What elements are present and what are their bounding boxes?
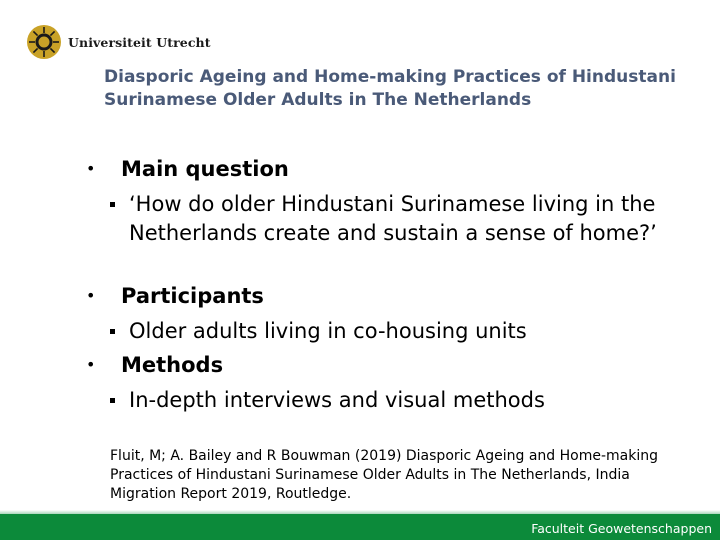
sun-emblem-icon — [26, 24, 62, 60]
footer-bar — [0, 514, 720, 540]
square-bullet-icon — [110, 398, 115, 403]
bullet-dot: • — [86, 355, 96, 374]
bullet-dot: • — [86, 286, 96, 305]
citation: Fluit, M; A. Bailey and R Bouwman (2019) Diasporic Ageing and Home-making Practices of Hindustani Surinamese Older Adults in The Netherlands, India Migration Report 2019, Routledge. — [110, 448, 659, 502]
slide-title: Diasporic Ageing and Home-making Practices of Hindustani Surinamese Older Adults in The Netherlands — [104, 67, 676, 110]
faculty-label: Faculteit Geowetenschappen — [531, 521, 712, 536]
university-logo — [26, 24, 211, 60]
participants-heading: Participants — [121, 284, 264, 308]
main-question-heading: Main question — [121, 157, 289, 181]
square-bullet-icon — [110, 329, 115, 334]
square-bullet-icon — [110, 202, 115, 207]
bullet-dot: • — [86, 159, 96, 178]
participants-text: Older adults living in co-housing units — [129, 319, 527, 343]
main-question-text: ‘How do older Hindustani Surinamese living in the Netherlands create and sustain a sense of home?’ — [129, 192, 657, 245]
methods-text: In-depth interviews and visual methods — [129, 388, 545, 412]
methods-heading: Methods — [121, 353, 224, 377]
university-name: Universiteit Utrecht — [68, 34, 211, 50]
